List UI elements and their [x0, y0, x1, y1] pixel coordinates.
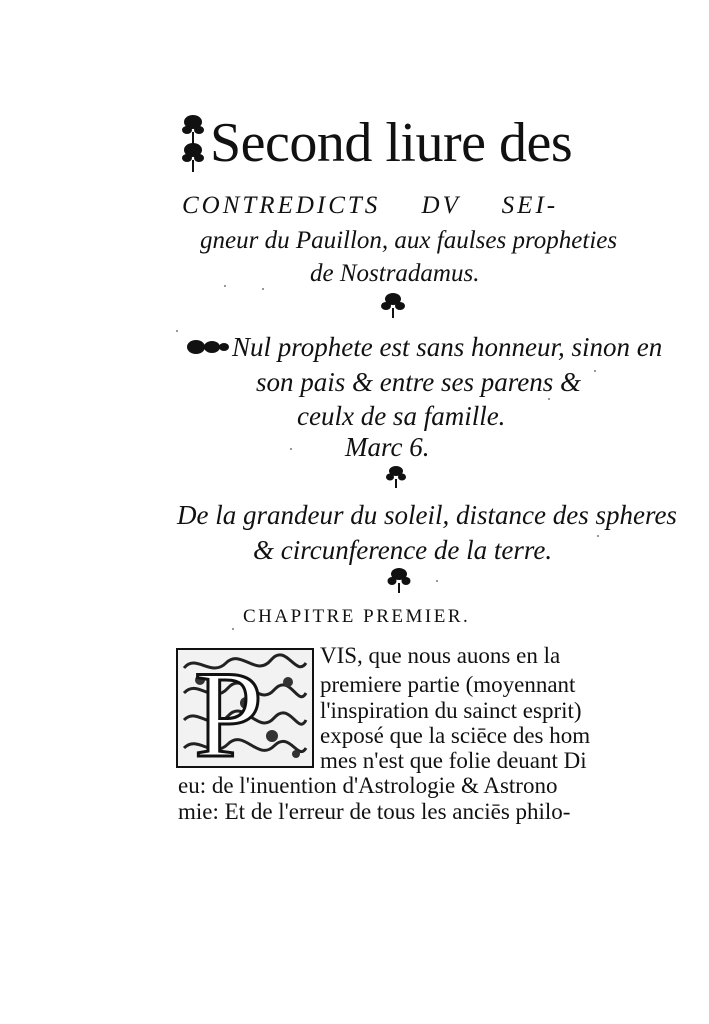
body-line-7: mie: Et de l'erreur de tous les anciēs philo-	[178, 799, 571, 824]
subtitle-line-3: de Nostradamus.	[310, 260, 480, 287]
paper-speck	[594, 370, 596, 372]
fleuron-icon	[186, 336, 230, 358]
section-line-1: De la grandeur du soleil, distance des spheres	[177, 500, 677, 530]
chapter-heading: CHAPITRE PREMIER.	[243, 606, 471, 627]
quote-line-1: Nul prophete est sans honneur, sinon en	[232, 332, 663, 362]
body-line-3: l'inspiration du sainct esprit)	[320, 698, 582, 723]
subtitle-line-2: gneur du Pauillon, aux faulses propheties	[200, 227, 618, 254]
body-line-4: exposé que la sciēce des hom	[320, 723, 591, 748]
paper-speck	[548, 398, 550, 400]
drop-cap-ornament	[176, 648, 314, 768]
fleuron-icon	[178, 110, 208, 180]
section-line-2: & circunference de la terre.	[253, 535, 553, 565]
fleuron-icon	[383, 463, 409, 489]
quote-line-2: son pais & entre ses parens &	[256, 367, 581, 397]
body-line-1: VIS, que nous auons en la	[320, 643, 561, 668]
page-title: Second liure des	[210, 112, 573, 174]
paper-speck	[436, 580, 438, 582]
paper-speck	[232, 628, 234, 630]
paper-speck	[224, 285, 226, 287]
quote-line-3: ceulx de sa famille.	[297, 401, 506, 431]
paper-speck	[262, 288, 264, 290]
body-line-5: mes n'est que folie deuant Di	[320, 748, 587, 773]
paper-speck	[290, 448, 292, 450]
fleuron-icon	[378, 290, 408, 320]
body-line-2: premiere partie (moyennant	[320, 672, 576, 697]
paper-speck	[597, 535, 599, 537]
title-row	[178, 100, 618, 186]
paper-speck	[176, 330, 178, 332]
fleuron-icon	[385, 566, 413, 594]
body-line-6: eu: de l'inuention d'Astrologie & Astrono	[178, 773, 558, 798]
subtitle-line-1: CONTREDICTS DV SEI-	[182, 192, 559, 219]
quote-reference: Marc 6.	[345, 432, 430, 462]
drop-cap-letter: P	[194, 648, 263, 768]
